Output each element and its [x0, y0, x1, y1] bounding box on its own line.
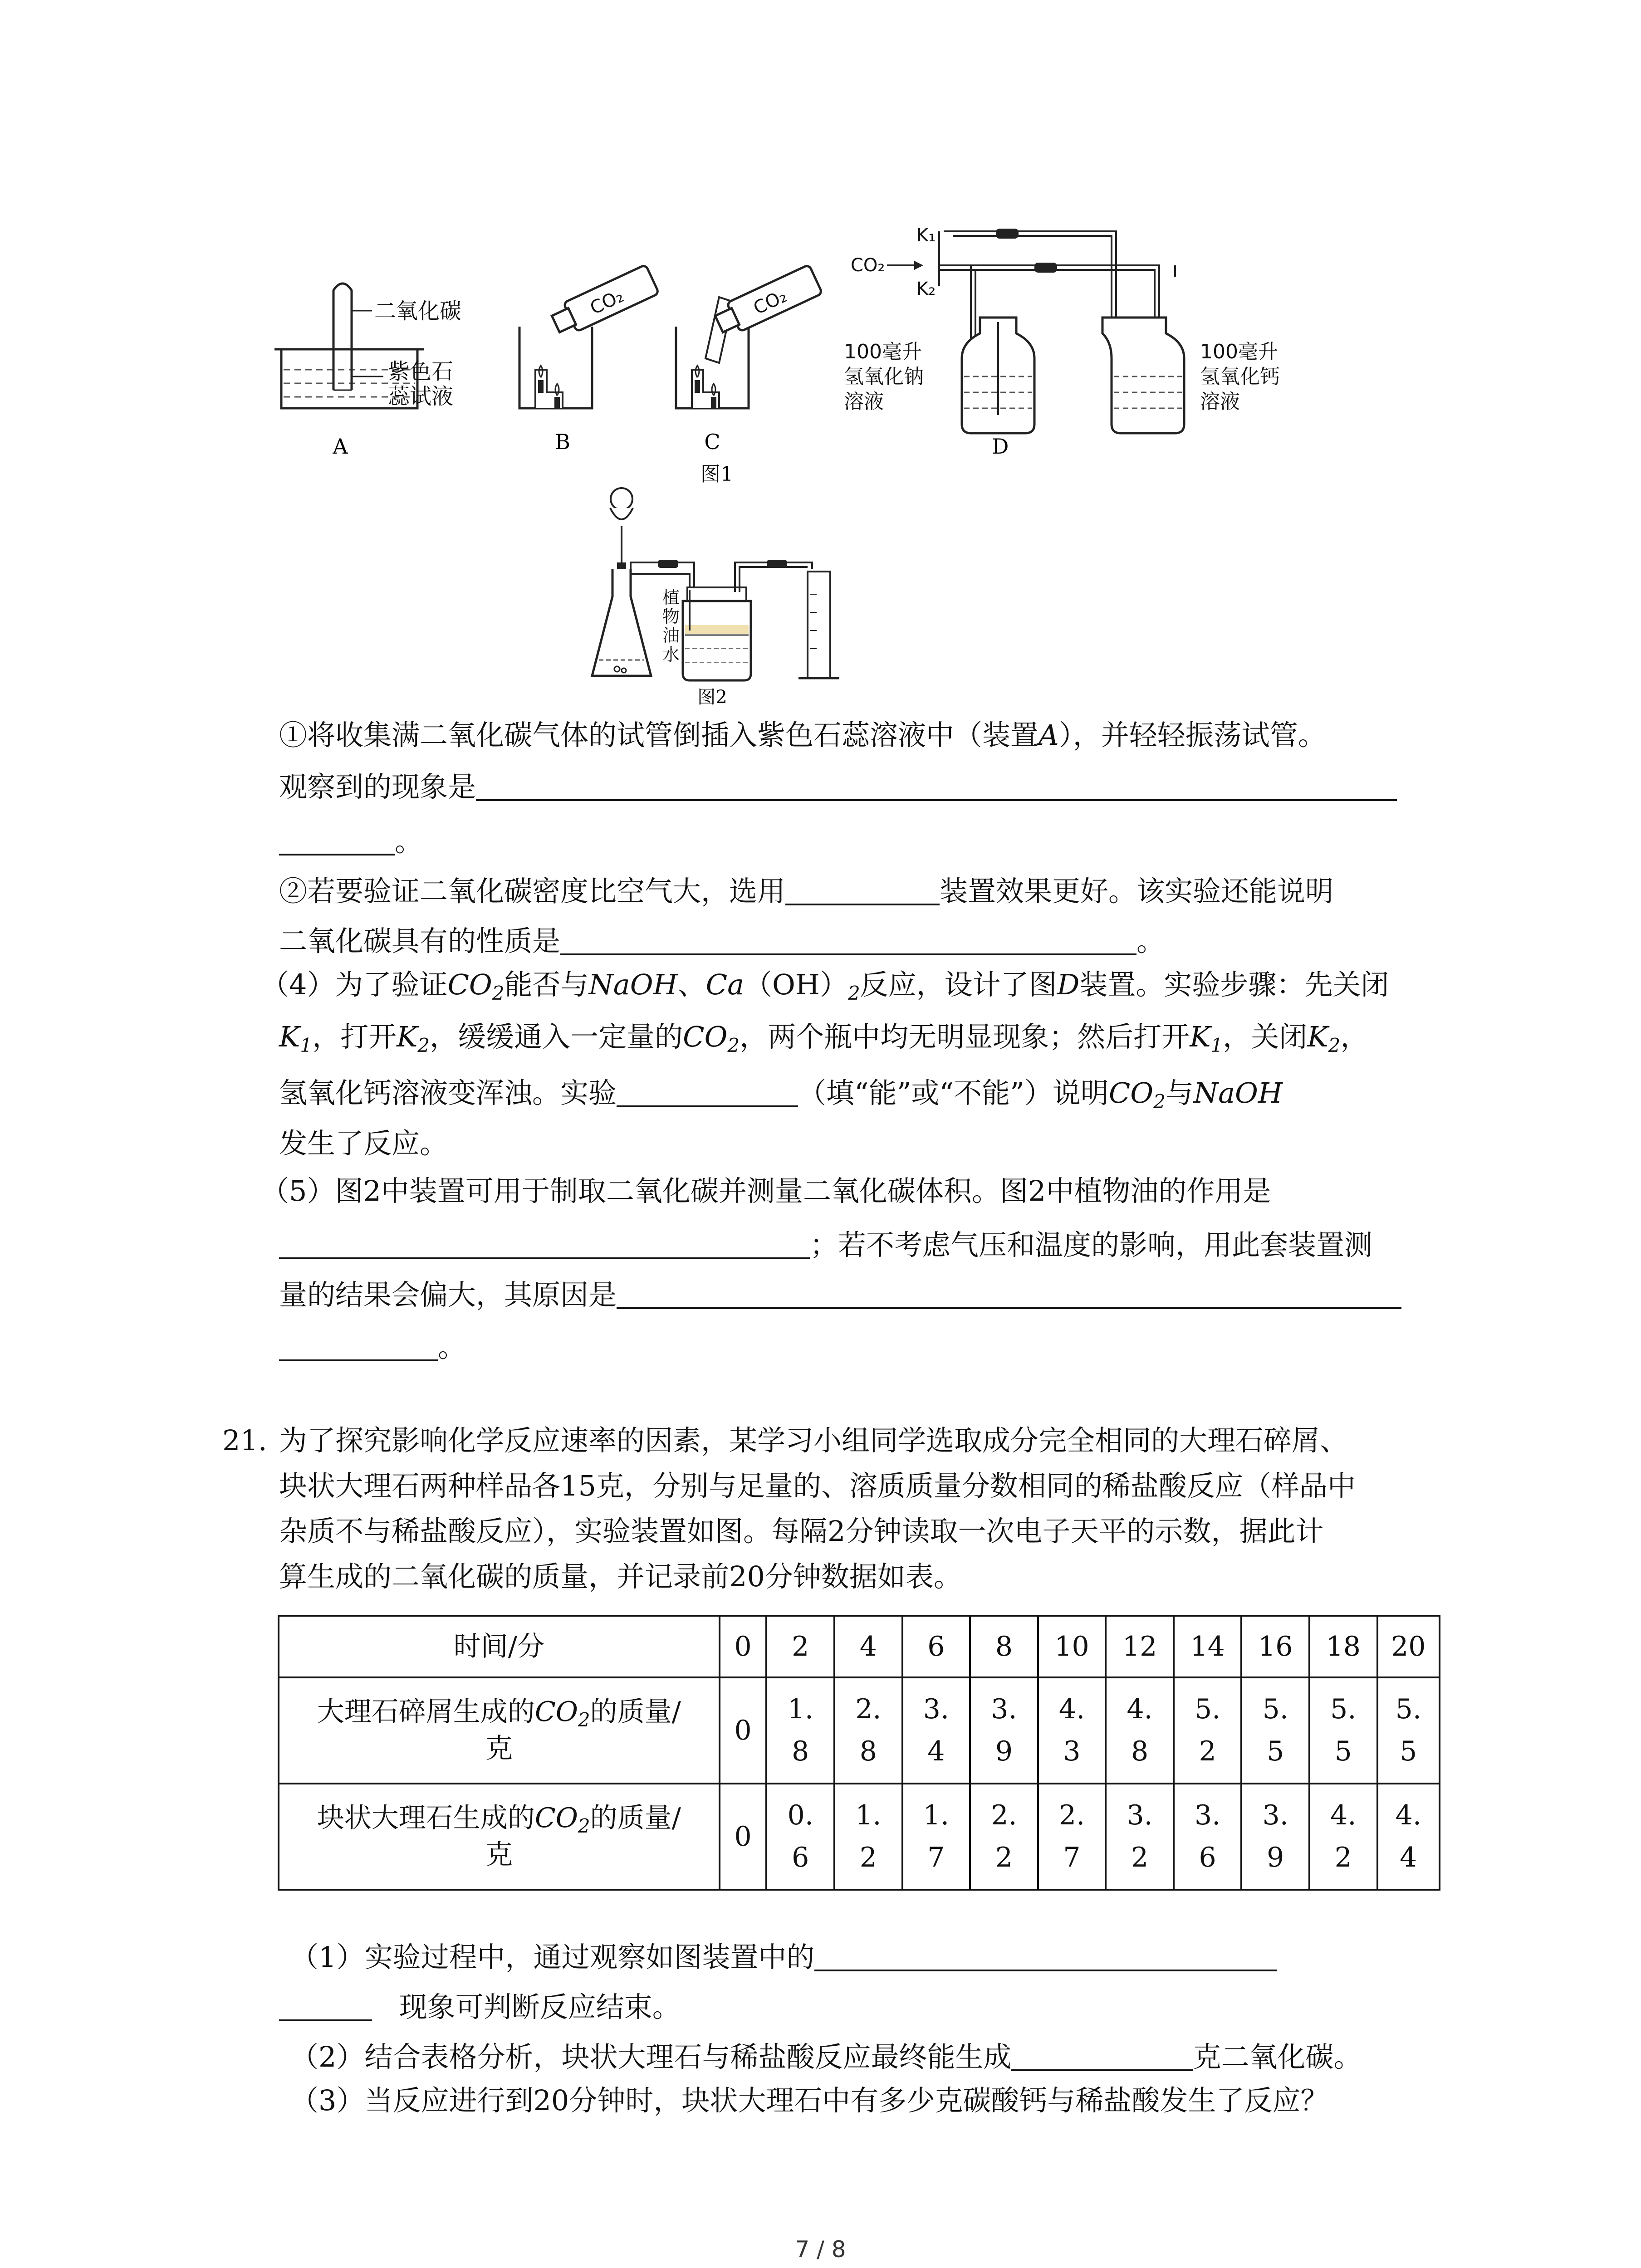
answer-blank-property[interactable]	[560, 925, 1136, 955]
q20-p5-line4: 。	[279, 1331, 1440, 1361]
table-row-block-marble	[279, 1784, 1440, 1890]
q21-line4: 算生成的二氧化碳的质量，并记录前20分钟数据如表。	[279, 1560, 962, 1593]
q20-p4-line4: 发生了反应。	[279, 1127, 448, 1160]
apparatus-a	[274, 284, 461, 459]
a-liquid-label-1: 紫色石	[388, 359, 454, 384]
table-time-cell: 8	[970, 1616, 1038, 1677]
table-cell: 3.6	[1174, 1784, 1242, 1890]
q21-line1: 为了探究影响化学反应速率的因素，某学习小组同学选取成分完全相同的大理石碎屑、	[279, 1424, 1348, 1457]
q20-p5-line2: ；若不考虑气压和温度的影响，用此套装置测	[279, 1229, 1440, 1259]
answer-blank-oil-purpose[interactable]	[279, 1229, 810, 1259]
answer-blank-end-phenomenon[interactable]	[814, 1941, 1277, 1971]
table-time-cell: 12	[1106, 1616, 1174, 1677]
fig2-label-3: 油	[662, 626, 680, 645]
q20-p4-line2: $K_1$，打开$K_2$，缓缓通入一定量的$CO_2$，两个瓶中均无明显现象；然后打开$K_1$，关闭$K_2$，	[279, 1020, 1369, 1056]
q20-p1-line1: ①将收集满二氧化碳气体的试管倒插入紫色石蕊溶液中（装置A），并轻轻振荡试管。	[279, 719, 1326, 752]
b-label: B	[555, 430, 570, 454]
table-cell: 2.7	[1038, 1784, 1106, 1890]
table-header-row	[279, 1616, 1440, 1677]
answer-blank-device[interactable]	[785, 875, 940, 905]
b-bottle-label: CO₂	[587, 285, 627, 319]
table-time-cell: 0	[720, 1616, 767, 1677]
answer-blank-reason[interactable]	[617, 1279, 1401, 1309]
fig2-label-1: 植	[662, 587, 680, 607]
d-right-label-3: 溶液	[1200, 390, 1240, 413]
q20-p2-line1: ②若要验证二氧化碳密度比空气大，选用 装置效果更好。该实验还能说明	[279, 875, 1334, 908]
table-cell: 2.8	[834, 1677, 902, 1784]
d-k1: K₁	[916, 225, 936, 246]
co2-mass-table	[278, 1615, 1440, 1891]
answer-blank-final-co2[interactable]	[1011, 2041, 1193, 2071]
q21-number: 21.	[222, 1424, 267, 1457]
q20-p4-line3: 氢氧化钙溶液变浑浊。实验 （填“能”或“不能”）说明$CO_2$与NaOH	[279, 1076, 1283, 1113]
fig2-label-2: 物	[662, 606, 680, 626]
d-label: D	[992, 434, 1009, 459]
table-cell: 0	[720, 1677, 767, 1784]
table-time-cell: 20	[1377, 1616, 1440, 1677]
table-cell: 4.4	[1377, 1784, 1440, 1890]
a-liquid-label-2: 蕊试液	[388, 384, 454, 409]
q21-line3: 杂质不与稀盐酸反应），实验装置如图。每隔2分钟读取一次电子天平的示数，据此计	[279, 1515, 1324, 1548]
d-left-label-1: 100毫升	[844, 340, 922, 363]
table-time-cell: 10	[1038, 1616, 1106, 1677]
d-co2: CO₂	[851, 255, 885, 276]
table-time-cell: 14	[1174, 1616, 1242, 1677]
c-bottle-label: CO₂	[750, 285, 790, 319]
q20-p1-line3: 。	[279, 826, 1440, 855]
table-cell: 4.3	[1038, 1677, 1106, 1784]
figure-2	[585, 481, 857, 708]
apparatus-d	[844, 225, 1280, 459]
d-left-label-2: 氢氧化钠	[844, 365, 924, 388]
table-cell: 2.2	[970, 1784, 1038, 1890]
table-cell: 5.5	[1241, 1677, 1309, 1784]
apparatus-b	[519, 264, 659, 454]
table-cell: 0.6	[766, 1784, 834, 1890]
q21-s3-line: （3）当反应进行到20分钟时，块状大理石中有多少克碳酸钙与稀盐酸发生了反应？	[290, 2084, 1329, 2117]
table-cell: 4.8	[1106, 1677, 1174, 1784]
answer-blank-phenomenon[interactable]	[476, 771, 1397, 801]
table-time-cell: 18	[1309, 1616, 1377, 1677]
apparatus-c	[676, 264, 823, 454]
table-time-cell: 4	[834, 1616, 902, 1677]
q20-p5-line3: 量的结果会偏大，其原因是	[279, 1279, 1440, 1309]
d-right-label-1: 100毫升	[1200, 340, 1278, 363]
row-label-block-marble: 块状大理石生成的$CO_2$的质量/ 克	[279, 1784, 720, 1890]
table-cell: 5.5	[1377, 1677, 1440, 1784]
table-header-label: 时间/分	[279, 1616, 720, 1677]
q20-p2-line2: 二氧化碳具有的性质是 。	[279, 924, 1165, 958]
table-cell: 3.9	[1241, 1784, 1309, 1890]
a-gas-label: 二氧化碳	[374, 298, 462, 324]
answer-blank-reason-cont[interactable]	[279, 1331, 438, 1361]
q21-s1-line1: （1）实验过程中，通过观察如图装置中的	[290, 1941, 1452, 1971]
page-number: 7 / 8	[795, 2236, 846, 2263]
table-time-cell: 16	[1241, 1616, 1309, 1677]
d-k2: K₂	[916, 279, 936, 299]
q21-s2-line: （2）结合表格分析，块状大理石与稀盐酸反应最终能生成 克二氧化碳。	[290, 2040, 1362, 2073]
answer-blank-end-phenomenon-cont[interactable]	[279, 1991, 372, 2021]
q20-p4-line1: （4）为了验证$CO_2$能否与NaOH、$Ca(OH)_2$反应，设计了图D装置。实验步骤：先关闭	[261, 968, 1389, 1004]
table-cell: 0	[720, 1784, 767, 1890]
table-cell: 3.2	[1106, 1784, 1174, 1890]
figure-2-caption: 图2	[697, 687, 727, 708]
d-right-label-2: 氢氧化钙	[1200, 365, 1280, 388]
c-label: C	[704, 430, 720, 454]
q20-p5-line1: （5）图2中装置可用于制取二氧化碳并测量二氧化碳体积。图2中植物油的作用是	[261, 1174, 1271, 1207]
q20-p1-line2: 观察到的现象是	[279, 771, 1440, 801]
table-row-crushed-marble	[279, 1677, 1440, 1784]
row-label-crushed-marble: 大理石碎屑生成的$CO_2$的质量/ 克	[279, 1677, 720, 1784]
figure-1	[272, 213, 1461, 503]
a-label: A	[333, 434, 348, 459]
d-left-label-3: 溶液	[844, 390, 884, 413]
q21-line2: 块状大理石两种样品各15克，分别与足量的、溶质质量分数相同的稀盐酸反应（样品中	[279, 1469, 1356, 1502]
fig2-label-4: 水	[662, 645, 680, 665]
table-time-cell: 6	[902, 1616, 970, 1677]
table-cell: 3.4	[902, 1677, 970, 1784]
figure-1-caption: 图1	[700, 463, 733, 486]
table-cell: 5.5	[1309, 1677, 1377, 1784]
table-time-cell: 2	[766, 1616, 834, 1677]
table-cell: 5.2	[1174, 1677, 1242, 1784]
answer-blank-phenomenon-cont[interactable]	[279, 826, 395, 855]
table-cell: 3.9	[970, 1677, 1038, 1784]
table-cell: 1.7	[902, 1784, 970, 1890]
table-cell: 1.2	[834, 1784, 902, 1890]
q21-s1-line2: 现象可判断反应结束。	[279, 1991, 1440, 2021]
answer-blank-can-or-cannot[interactable]	[617, 1077, 798, 1107]
table-cell: 1.8	[766, 1677, 834, 1784]
table-cell: 4.2	[1309, 1784, 1377, 1890]
